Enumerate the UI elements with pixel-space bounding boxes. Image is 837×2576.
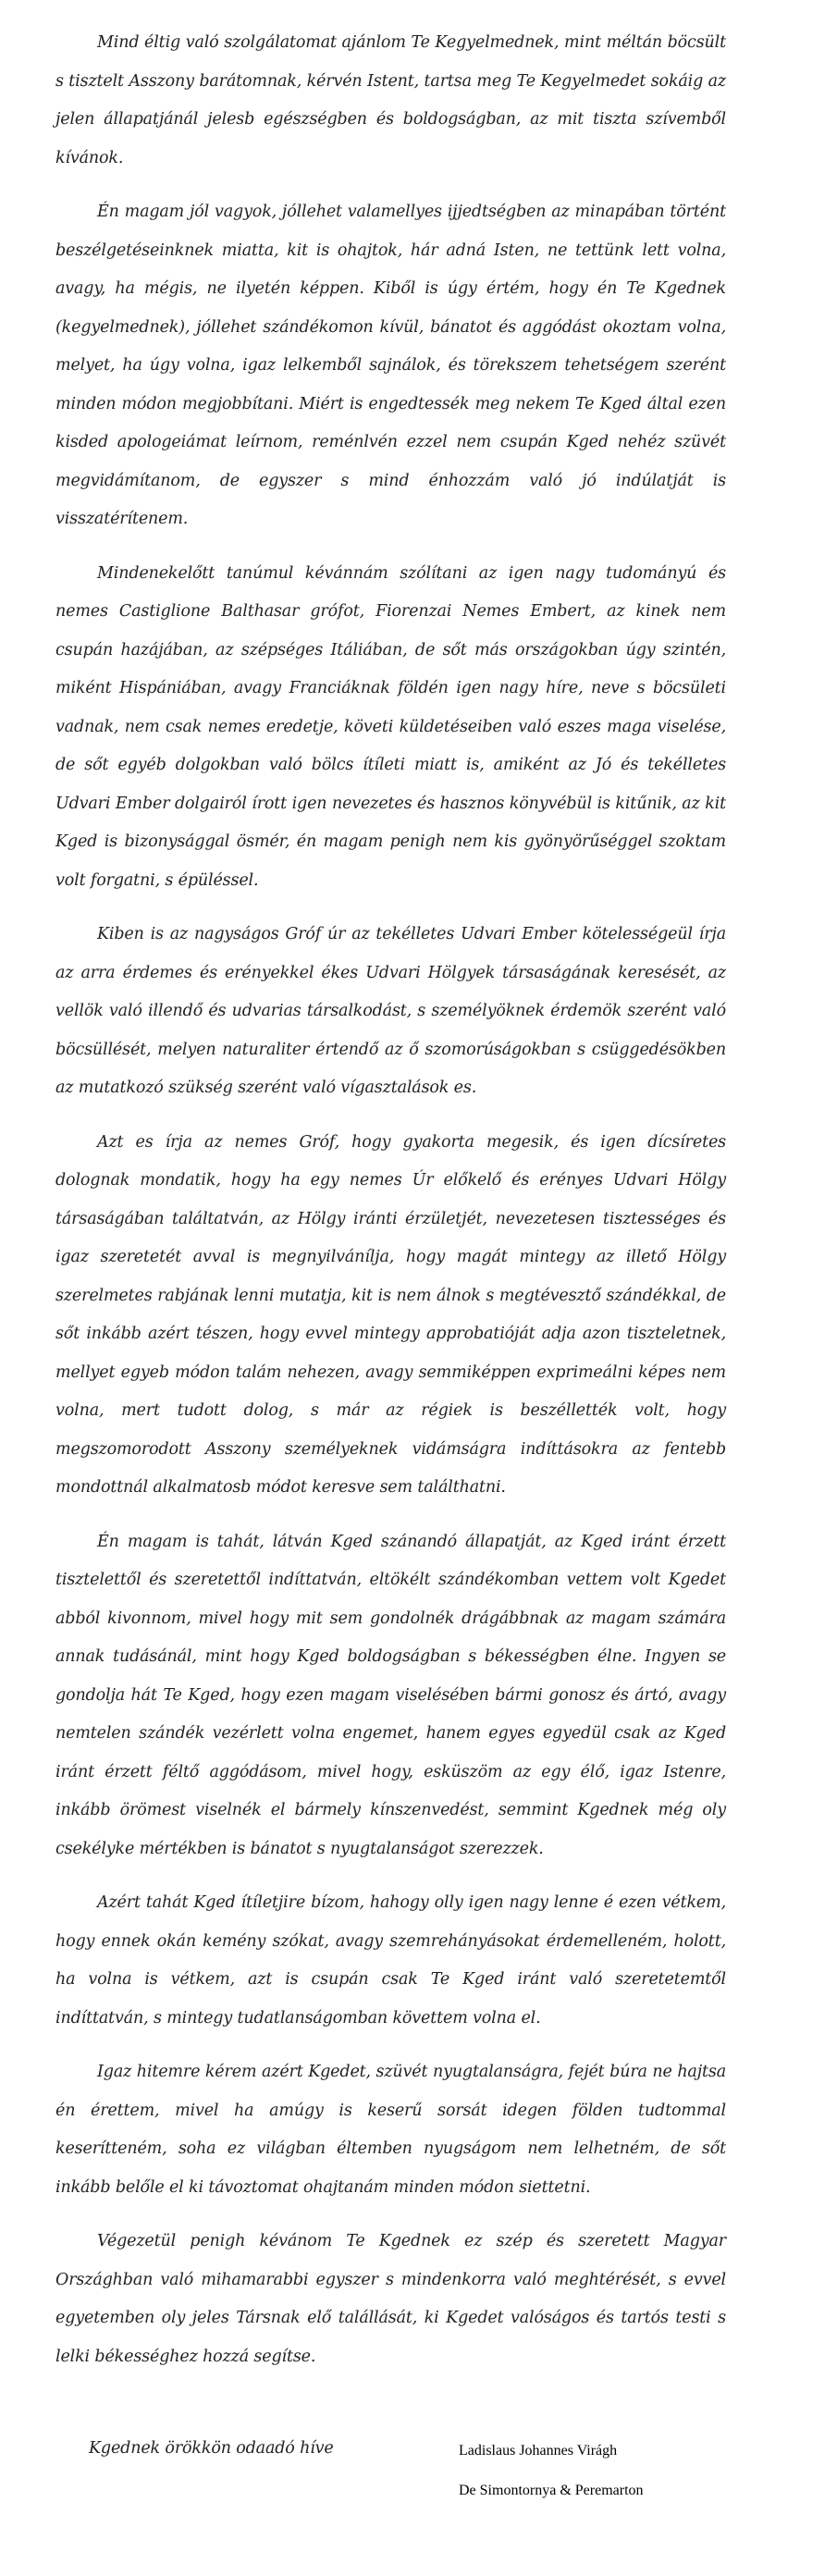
letter-paragraph-wishes: Végezetül penigh kévánom Te Kgednek ez szép és szeretett Magyar Országhban való mihamarabbi egyszer s mindenkorra való meghtérését, s evvel egyetemben oly jeles Társnak elő talállását, ki Kgedet valóságos és tartós testi s lelki békességhez hozzá segítse. — [55, 2232, 726, 2366]
letter-paragraph-castiglione: Mindenekelőtt tanúmul kévánnám szólítani az igen nagy tudományú és nemes Castiglione Balthasar grófot, Fiorenzai Nemes Embert, az kinek nem csupán hazájában, az szépséges Itáliában, de sőt más országokban úgy szintén, miként Hispániában, avagy Franciáknak földén igen nagy híre, neve s böcsületi vadnak, nem csak nemes eredetje, követi küldetéseiben való eszes maga viselése, de sőt egyéb dolgokban való bölcs ítíleti miatt is, amiként az Jó és tekélletes Udvari Ember dolgairól írott igen nevezetes és hasznos könyvébül is kitűnik, az kit Kged is bizonysággal ösmér, én magam penigh nem kis gyönyörűséggel szoktam volt forgatni, s épüléssel. — [55, 563, 726, 890]
signature-title: De Simontornya & Peremarton — [459, 2483, 644, 2498]
letter-paragraph-courtier-duty: Kiben is az nagyságos Gróf úr az tekélletes Udvari Ember kötelességeül írja az arra érdemes és erényekkel ékes Udvari Hölgyek társaságának keresését, az vellök való illendő és udvarias társalkodást, s személyöknek érdemök szerént való böcsüllését, melyen naturaliter értendő az ő szomorúságokban s csüggedésökben az mutatkozó szükség szerént való vígasztalások es. — [55, 925, 726, 1097]
letter-closing: Kgednek örökkön odaadó híve — [89, 2439, 334, 2458]
letter-signature — [459, 2431, 644, 2510]
signature-name: Ladislaus Johannes Virágh — [459, 2443, 618, 2459]
letter-paragraph-judgement: Azért tahát Kged ítíletjire bízom, hahogy olly igen nagy lenne é ezen vétkem, hogy ennek okán kemény szókat, avagy szemrehányásokat érdemelleném, holott, ha volna is vétkem, azt is csupán csak Te Kged iránt való szeretetemtől indíttatván, s mintegy tudatlanságomban követtem volna el. — [55, 1893, 726, 2028]
letter-paragraph-apology: Én magam jól vagyok, jóllehet valamellyes ijjedtségben az minapában történt beszélgetéseinknek miatta, kit is ohajtok, hár adná Isten, ne tettünk lett volna, avagy, ha mégis, ne ilyetén képpen. Kiből is úgy értém, hogy én Te Kgednek (kegyelmednek), jóllehet szándékomon kívül, bánatot és aggódást okoztam volna, melyet, ha úgy volna, igaz lelkemből sajnálok, és törekszem tehetségem szerént minden módon megjobbítani. Miért is engedtessék meg nekem Te Kged által ezen kisded apologeiámat leírnom, reménlvén ezzel nem csupán Kged nehéz szüvét megvidámítanom, de egyszer s mind énhozzám való jó indúlatját is visszatérítenem. — [55, 203, 726, 528]
letter-paragraph-greeting: Mind éltig való szolgálatomat ajánlom Te Kegyelmednek, mint méltán böcsült s tisztelt Asszony barátomnak, kérvén Istent, tartsa meg Te Kegyelmedet sokáig az jelen állapatjánál jelesb egészségben és boldogságban, az mit tiszta szívemből kívánok. — [55, 33, 726, 167]
letter-paragraph-plea: Igaz hitemre kérem azért Kgedet, szüvét nyugtalanságra, fejét búra ne hajtsa én érettem, mivel ha amúgy is keserű sorsát idegen földen tudtommal keserítteném, soha ez világban éltemben nyugságom nem lelhetném, de sőt inkább belőle el ki távoztomat ohajtanám minden módon siettetni. — [55, 2063, 726, 2197]
letter-paragraph-noble-lord: Azt es írja az nemes Gróf, hogy gyakorta megesik, és igen dícsíretes dolognak mondatik, hogy ha egy nemes Úr előkelő és erényes Udvari Hölgy társaságában találtatván, az Hölgy iránti érzületjét, nevezetesen tisztességes és igaz szeretetét avval is megnyilvánílja, hogy magát mintegy az illető Hölgy szerelmetes rabjának lenni mutatja, kit is nem álnok s megtévesztő szándékkal, de sőt inkább azért tészen, hogy evvel mintegy approbatióját adja azon tiszteletnek, mellyet egyeb módon talám nehezen, avagy semmiképpen exprimeálni képes nem volna, mert tudott dolog, s már az régiek is beszéllették volt, hogy megszomorodott Asszony személyeknek vidámságra indíttásokra az fentebb mondottnál alkalmatosb módot keresve sem találthatni. — [55, 1132, 726, 1497]
letter-paragraph-intention: Én magam is tahát, látván Kged szánandó állapatját, az Kged iránt érzett tisztelettől és szeretettől indíttatván, eltökélt szándékomban vettem volt Kgedet abból kivonnom, mivel hogy mit sem gondolnék drágábbnak az magam számára annak tudásánál, mint hogy Kged boldogságban s békességben élne. Ingyen se gondolja hát Te Kged, hogy ezen magam viselésében bármi gonosz és ártó, avagy nemtelen szándék vezérlett volna engemet, hanem egyes egyedül csak az Kged iránt érzett féltő aggódásom, mivel hogy, esküszöm az egy élő, igaz Istenre, inkább örömest viselnék el bármely kínszenvedést, semmint Kgednek még oly csekélyke mértékben is bánatot s nyugtalanságot szerezzek. — [55, 1532, 726, 1858]
